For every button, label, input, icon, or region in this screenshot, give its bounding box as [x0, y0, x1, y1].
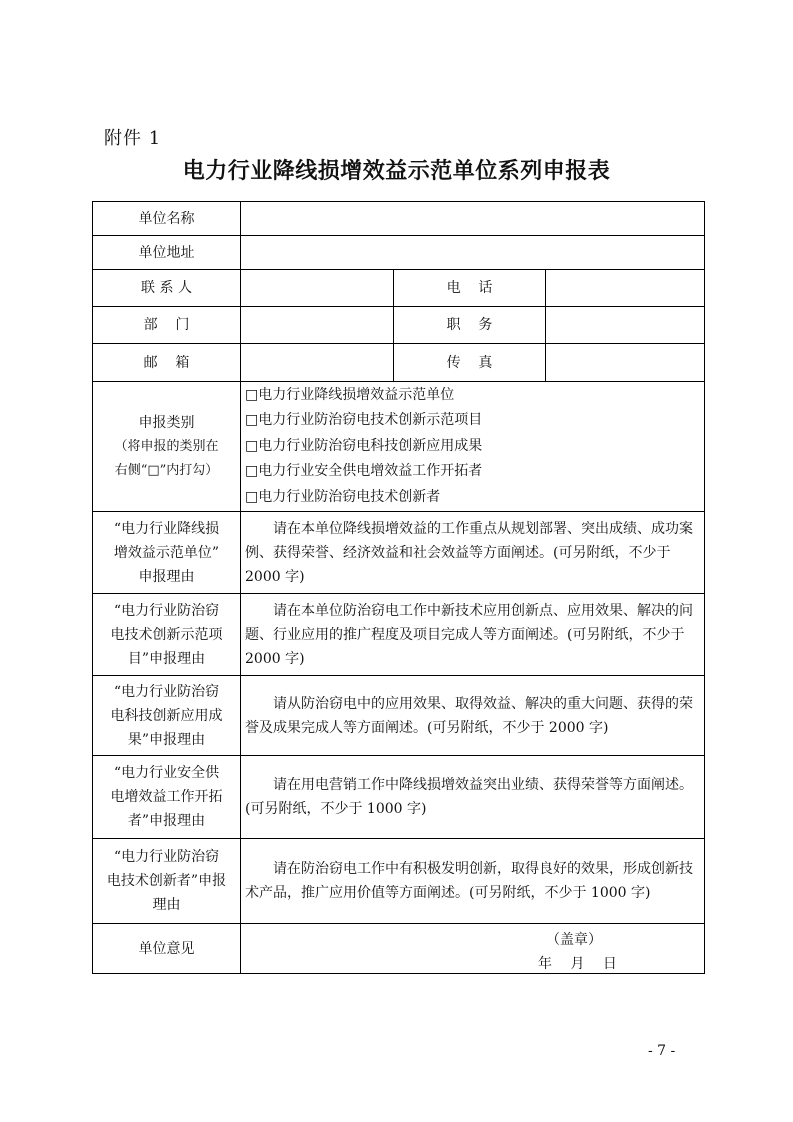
reason-label-line: 目”申报理由	[127, 650, 206, 667]
reason-label-line: 申报理由	[138, 568, 195, 585]
opinion-field[interactable]	[241, 924, 705, 974]
reason-label-line: 电技术创新者”申报	[106, 873, 227, 889]
row-reason-5	[93, 839, 705, 924]
application-form-table	[92, 201, 705, 974]
reason-label-line: “电力行业防治窃	[113, 602, 220, 619]
reason-label-line: “电力行业降线损	[113, 520, 220, 537]
position-label: 职 务	[394, 307, 546, 344]
reason-label-line: 电技术创新示范项	[110, 626, 223, 643]
reason-5-label	[93, 839, 241, 924]
reason-3-instructions[interactable]: 请从防治窃电中的应用效果、取得效益、解决的重大问题、获得的荣誉及成果完成人等方面阐述。(可另附纸，不少于 2000 字)	[241, 676, 705, 756]
reason-3-label	[93, 676, 241, 756]
category-label-cell	[93, 382, 241, 512]
row-department	[93, 307, 705, 344]
reason-label-line: “电力行业防治窃	[113, 849, 220, 865]
department-label: 部 门	[93, 307, 241, 344]
row-unit-address	[93, 236, 705, 270]
contact-field[interactable]	[241, 270, 394, 307]
reason-4-instructions[interactable]: 请在用电营销工作中降线损增效益突出业绩、获得荣誉等方面阐述。(可另附纸，不少于 1000 字)	[241, 756, 705, 839]
row-unit-name	[93, 202, 705, 236]
category-note-line1: （将申报的类别在	[114, 438, 219, 454]
seal-text: （盖章）	[546, 932, 602, 948]
date-text: 年 月 日	[538, 956, 617, 972]
reason-5-instructions[interactable]: 请在防治窃电工作中有积极发明创新，取得良好的效果，形成创新技术产品，推广应用价值等方面阐述。(可另附纸，不少于 1000 字)	[241, 839, 705, 924]
row-contact	[93, 270, 705, 307]
email-field[interactable]	[241, 344, 394, 382]
reason-label-line: 增效益示范单位”	[113, 544, 220, 561]
category-note-line2: 右侧“□”内打勾）	[114, 462, 219, 478]
phone-field[interactable]	[546, 270, 705, 307]
unit-address-label: 单位地址	[93, 236, 241, 270]
reason-label-line: 者”申报理由	[127, 813, 206, 829]
category-options	[241, 382, 705, 512]
page-number: - 7 -	[648, 1043, 676, 1059]
email-label: 邮 箱	[93, 344, 241, 382]
opinion-label: 单位意见	[93, 924, 241, 974]
row-reason-2	[93, 594, 705, 676]
reason-2-instructions[interactable]: 请在本单位防治窃电工作中新技术应用创新点、应用效果、解决的问题、行业应用的推广程度及项目完成人等方面阐述。(可另附纸，不少于 2000 字)	[241, 594, 705, 676]
unit-name-field[interactable]	[241, 202, 705, 236]
contact-label: 联 系 人	[93, 270, 241, 307]
reason-2-label	[93, 594, 241, 676]
category-label: 申报类别	[138, 414, 195, 431]
unit-name-label: 单位名称	[93, 202, 241, 236]
reason-label-line: 理由	[152, 897, 181, 913]
category-option-checkbox[interactable]: □电力行业降线损增效益示范单位	[245, 386, 455, 403]
reason-1-instructions[interactable]: 请在本单位降线损增效益的工作重点从规划部署、突出成绩、成功案例、获得荣誉、经济效益和社会效益等方面阐述。(可另附纸，不少于 2000 字)	[241, 512, 705, 594]
form-title: 电力行业降线损增效益示范单位系列申报表	[182, 158, 611, 184]
reason-label-line: 果”申报理由	[127, 731, 206, 748]
category-option-checkbox[interactable]: □电力行业防治窃电科技创新应用成果	[245, 437, 483, 454]
unit-address-field[interactable]	[241, 236, 705, 270]
fax-field[interactable]	[546, 344, 705, 382]
row-reason-3	[93, 676, 705, 756]
category-option-checkbox[interactable]: □电力行业防治窃电技术创新示范项目	[245, 412, 483, 429]
reason-label-line: “电力行业安全供	[113, 765, 220, 781]
department-field[interactable]	[241, 307, 394, 344]
reason-4-label	[93, 756, 241, 839]
reason-1-label	[93, 512, 241, 594]
row-reason-4	[93, 756, 705, 839]
position-field[interactable]	[546, 307, 705, 344]
row-reason-1	[93, 512, 705, 594]
reason-label-line: “电力行业防治窃	[113, 683, 220, 700]
phone-label: 电 话	[394, 270, 546, 307]
row-category	[93, 382, 705, 512]
category-option-checkbox[interactable]: □电力行业安全供电增效益工作开拓者	[245, 463, 483, 480]
row-opinion	[93, 924, 705, 974]
reason-label-line: 电增效益工作开拓	[110, 789, 223, 805]
fax-label: 传 真	[394, 344, 546, 382]
category-option-checkbox[interactable]: □电力行业防治窃电技术创新者	[245, 488, 441, 505]
row-email	[93, 344, 705, 382]
attachment-label: 附件 1	[104, 128, 162, 149]
reason-label-line: 电科技创新应用成	[110, 707, 223, 724]
